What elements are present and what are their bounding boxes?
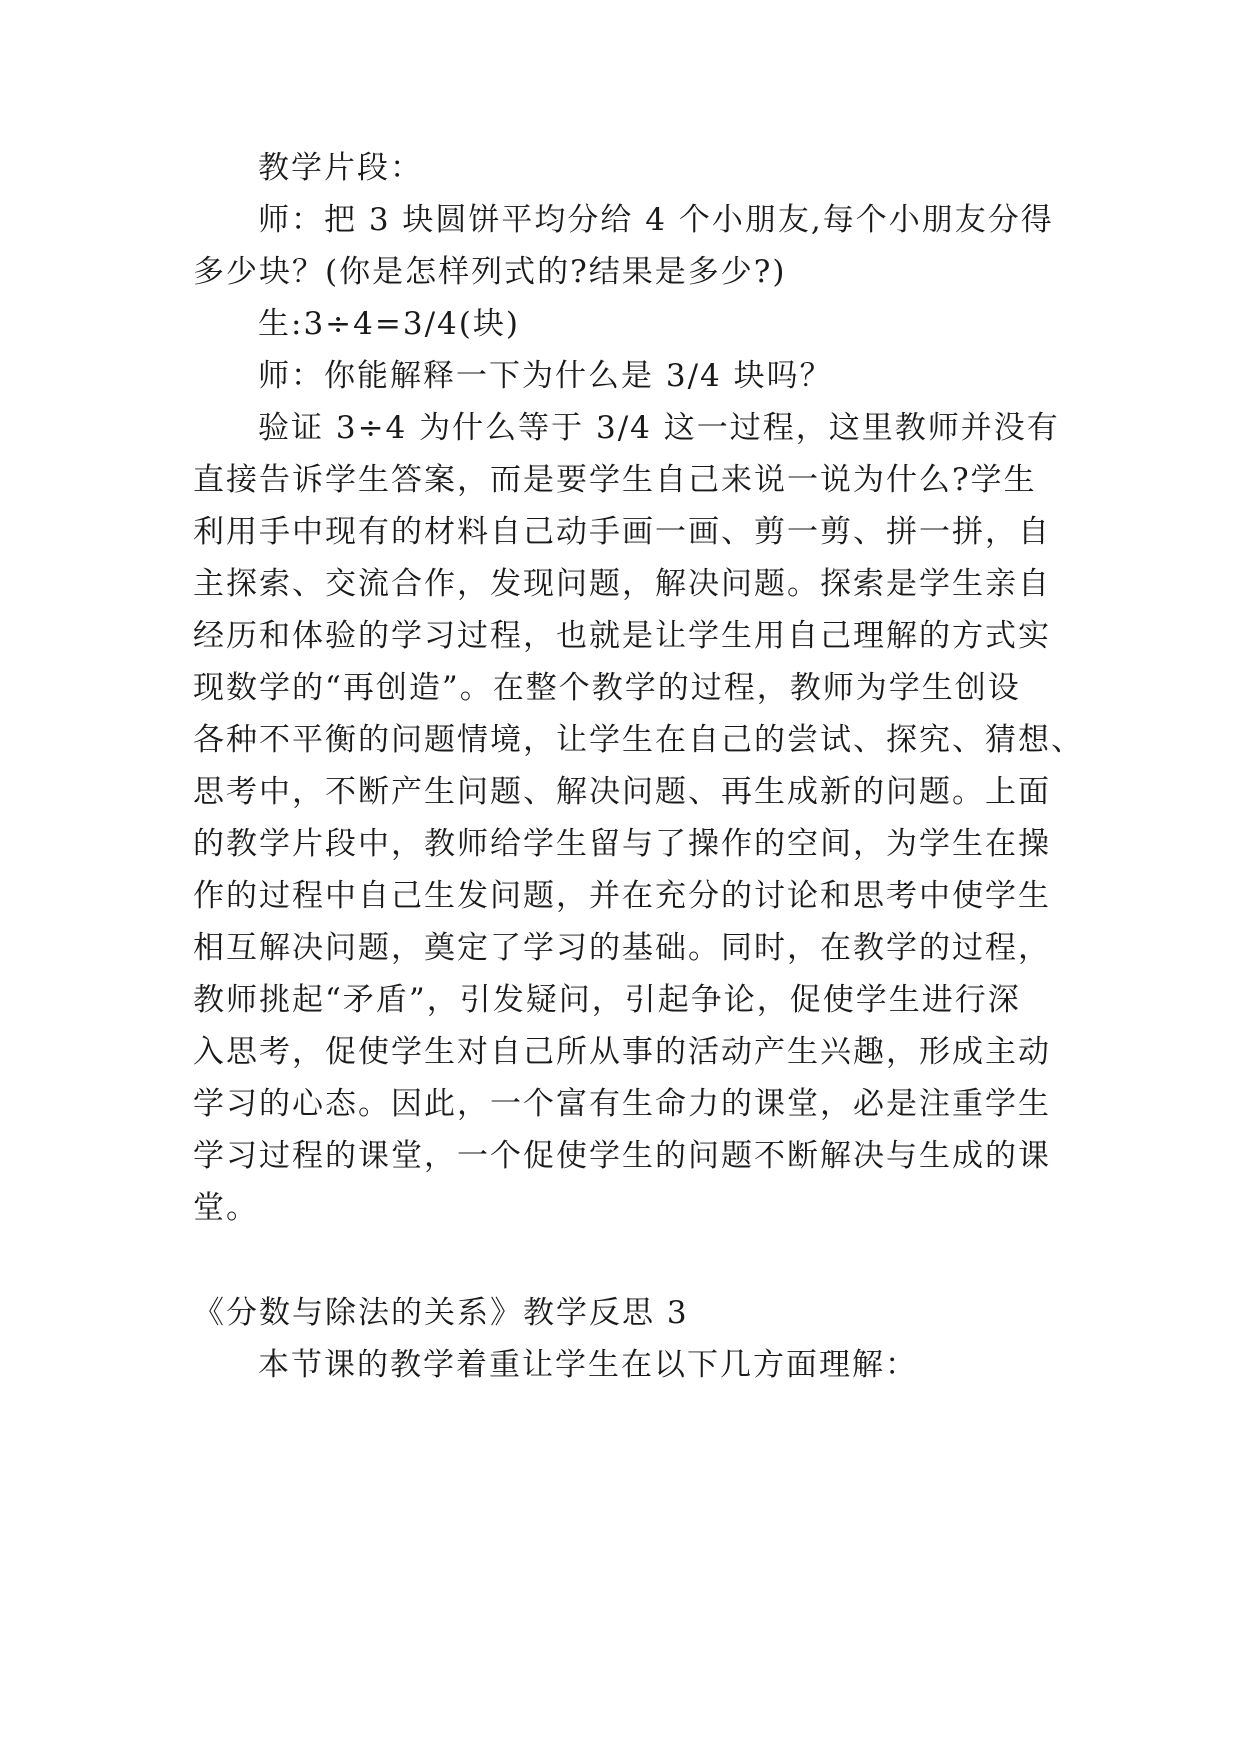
paragraph-line: 作的过程中自己生发问题，并在充分的讨论和思考中使学生 [193, 878, 1051, 914]
paragraph-line: 经历和体验的学习过程，也就是让学生用自己理解的方式实 [193, 618, 1051, 654]
paragraph-line: 主探索、交流合作，发现问题，解决问题。探索是学生亲自 [193, 566, 1051, 602]
paragraph-line: 利用手中现有的材料自己动手画一画、剪一剪、拼一拼，自 [193, 514, 1051, 550]
paragraph-line: 相互解决问题，奠定了学习的基础。同时，在教学的过程， [193, 930, 1051, 966]
paragraph-line: 验证 3÷4 为什么等于 3/4 这一过程，这里教师并没有 [258, 410, 1060, 446]
dialogue-line: 师：把 3 块圆饼平均分给 4 个小朋友,每个小朋友分得 [258, 202, 1054, 238]
dialogue-line: 多少块？(你是怎样列式的?结果是多少?) [193, 254, 787, 290]
section-label: 教学片段： [258, 150, 423, 186]
section-title: 《分数与除法的关系》教学反思 3 [193, 1295, 689, 1331]
dialogue-line: 生:3÷4=3/4(块) [258, 306, 520, 342]
paragraph-line: 的教学片段中，教师给学生留与了操作的空间，为学生在操 [193, 826, 1051, 862]
paragraph-line: 思考中，不断产生问题、解决问题、再生成新的问题。上面 [193, 774, 1051, 810]
paragraph-line: 各种不平衡的问题情境，让学生在自己的尝试、探究、猜想、 [193, 722, 1084, 758]
intro-line: 本节课的教学着重让学生在以下几方面理解： [258, 1347, 918, 1383]
paragraph-line: 教师挑起“矛盾”，引发疑问，引起争论，促使学生进行深 [193, 982, 1021, 1018]
paragraph-line: 现数学的“再创造”。在整个教学的过程，教师为学生创设 [193, 670, 1021, 706]
paragraph-line: 直接告诉学生答案，而是要学生自己来说一说为什么?学生 [193, 462, 1037, 498]
paragraph-line: 入思考，促使学生对自己所从事的活动产生兴趣，形成主动 [193, 1034, 1051, 1070]
dialogue-line: 师：你能解释一下为什么是 3/4 块吗？ [258, 358, 833, 394]
paragraph-line: 堂。 [193, 1190, 259, 1226]
paragraph-line: 学习过程的课堂，一个促使学生的问题不断解决与生成的课 [193, 1138, 1051, 1174]
paragraph-line: 学习的心态。因此，一个富有生命力的课堂，必是注重学生 [193, 1086, 1051, 1122]
